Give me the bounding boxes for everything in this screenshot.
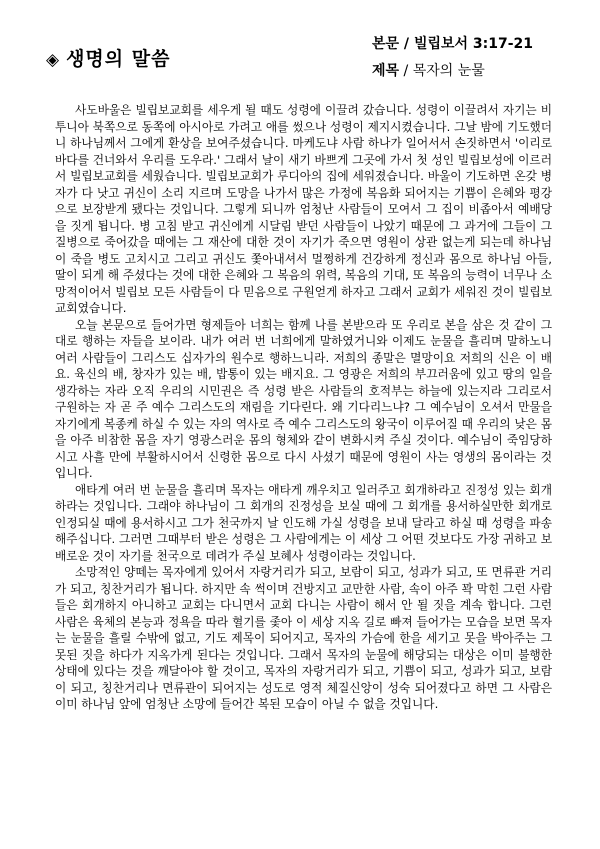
title-text: 생명의 말씀	[66, 48, 171, 70]
page-header	[0, 0, 600, 90]
subject-text: 목자의 눈물	[412, 63, 485, 79]
paragraph-2: 오늘 본문으로 들어가면 형제들아 너희는 함께 나를 본받으라 또 우리로 본을 삼은 것 같이 그대로 행하는 자들을 보이라. 내가 여러 번 너희에게 말하였거니와 이제도 눈물을 흘리며 말하노니 여러 사람들이 그리스도 십자가의 원수로 행하느니라. 저희의 종말은 멸망이요 저희의 신은 이 배요. 육신의 배, 창자가 있는 배, 밥통이 있는 배지요. 그 영광은 저희의 부끄러움에 있고 땅의 일을 생각하는 자라 오직 우리의 시민권은 즉 성령 받은 사람들의 호적부는 하늘에 있는지라 그리로서 구원하는 자 곧 주 예수 그리스도의 재림을 기다린다. 왜 기다리느냐? 그 예수님이 오셔서 만물을 자기에게 복종케 하실 수 있는 자의 역사로 즉 예수 그리스도의 왕국이 이루어질 때 우리의 낮은 몸을 아주 비참한 몸을 자기 영광스러운 몸의 형체와 같이 변화시켜 주실 것이다. 예수님이 죽임당하시고 사흘 만에 부활하시어서 신령한 몸으로 다시 사셨기 때문에 영원이 사는 영생의 몸이라는 것입니다.	[55, 317, 552, 480]
paragraph-1: 사도바울은 빌립보교회를 세우게 될 때도 성령에 이끌려 갔습니다. 성령이 이끌려서 자기는 비투니아 북쪽으로 동쪽에 아시아로 가려고 애를 썼으나 성령이 제지시켰습니다. 그날 밤에 기도했더니 하나님께서 그에게 환상을 보여주셨습니다. 마케도냐 사람 하나가 일어서서 손짓하면서 '이리로 바다를 건너와서 우리를 도우라.' 그래서 날이 새기 바쁘게 그곳에 가서 첫 성인 빌립보성에 이르러서 빌립보교회를 세웠습니다. 빌립보교회가 루디아의 집에 세워졌습니다. 바울이 기도하면 온갖 병자가 다 낫고 귀신이 소리 지르며 도망을 나가서 많은 가정에 복음화 되어지는 기쁨이 은혜와 평강으로 보장받게 됐다는 것입니다. 그렇게 되니까 엄청난 사람들이 모여서 그 집이 비좁아서 예배당을 짓게 됩니다. 병 고침 받고 귀신에게 시달림 받던 사람들이 나았기 때문에 그 과거에 그들이 그 질병으로 죽어갔을 때에는 그 재산에 대한 것이 자기가 죽으면 영원이 상관 없는게 되는데 하나님이 죽을 병도 고치시고 그리고 귀신도 쫓아내셔서 멀쩡하게 건강하게 정신과 몸으로 하나님 아들, 딸이 되게 해 주셨다는 것에 대한 은혜와 그 복음의 위력, 복음의 기대, 또 복음의 능력이 너무나 소망적이어서 빌립보 모든 사람들이 다 믿음으로 구원얻게 하자고 그래서 교회가 세워진 것이 빌립보 교회였습니다.	[55, 103, 552, 315]
subject-label: 제목	[372, 63, 400, 79]
sermon-subject: 제목 / 목자의 눈물	[372, 63, 485, 79]
diamond-bullet-icon: ◈	[46, 50, 61, 70]
scripture-reference: 본문 / 빌립보서 3:17-21	[372, 36, 534, 52]
page-title	[46, 44, 170, 71]
paragraph-4: 소망적인 양떼는 목자에게 있어서 자랑거리가 되고, 보람이 되고, 성과가 되고, 또 면류관 거리가 되고, 칭찬거리가 됩니다. 하지만 속 썩이며 건방지고 교만한 사람, 속이 아주 꽉 막힌 그런 사람들은 회개하지 아니하고 교회는 다니면서 교회 다니는 사람이 해서 안 될 짓을 계속 합니다. 그런 사람은 육체의 본능과 정욕을 따라 혈기를 좇아 이 세상 지옥 길로 빠져 들어가는 모습을 보면 목자는 눈물을 흘릴 수밖에 없고, 기도 제목이 되어지고, 목자의 가슴에 한을 세기고 못을 박아주는 그 못된 짓을 하다가 지옥가게 된다는 것입니다. 그래서 목자의 눈물에 해당되는 대상은 이미 불행한 상태에 있다는 것을 깨달아야 할 것이고, 목자의 자랑거리가 되고, 기쁨이 되고, 성과가 되고, 보람이 되고, 칭찬거리나 면류관이 되어지는 성도로 영적 체질신앙이 성숙 되어졌다고 하면 그 사람은 이미 하나님 앞에 엄청난 소망에 들어간 복된 모습이 아닐 수 없을 것입니다.	[55, 565, 552, 711]
reference-label: 본문	[372, 36, 400, 52]
paragraph-3: 애타게 여러 번 눈물을 흘리며 목자는 애타게 깨우치고 일러주고 회개하라고 진정성 있는 회개 하라는 것입니다. 그래야 하나님이 그 회개의 진정성을 보실 때에 그 회개를 용서하실만한 회개로 인정되실 때에 용서하시고 그가 천국까지 날 인도해 가실 성령을 보내 달라고 하실 때 성령을 파송해주십니다. 그러면 그때부터 받은 성령은 그 사람에게는 이 세상 그 어떤 것보다도 가장 귀하고 보배로운 것이 자기를 천국으로 데려가 주실 보혜사 성령이라는 것입니다.	[55, 482, 552, 563]
reference-text: 빌립보서 3:17-21	[413, 36, 534, 52]
sermon-body	[55, 102, 552, 713]
